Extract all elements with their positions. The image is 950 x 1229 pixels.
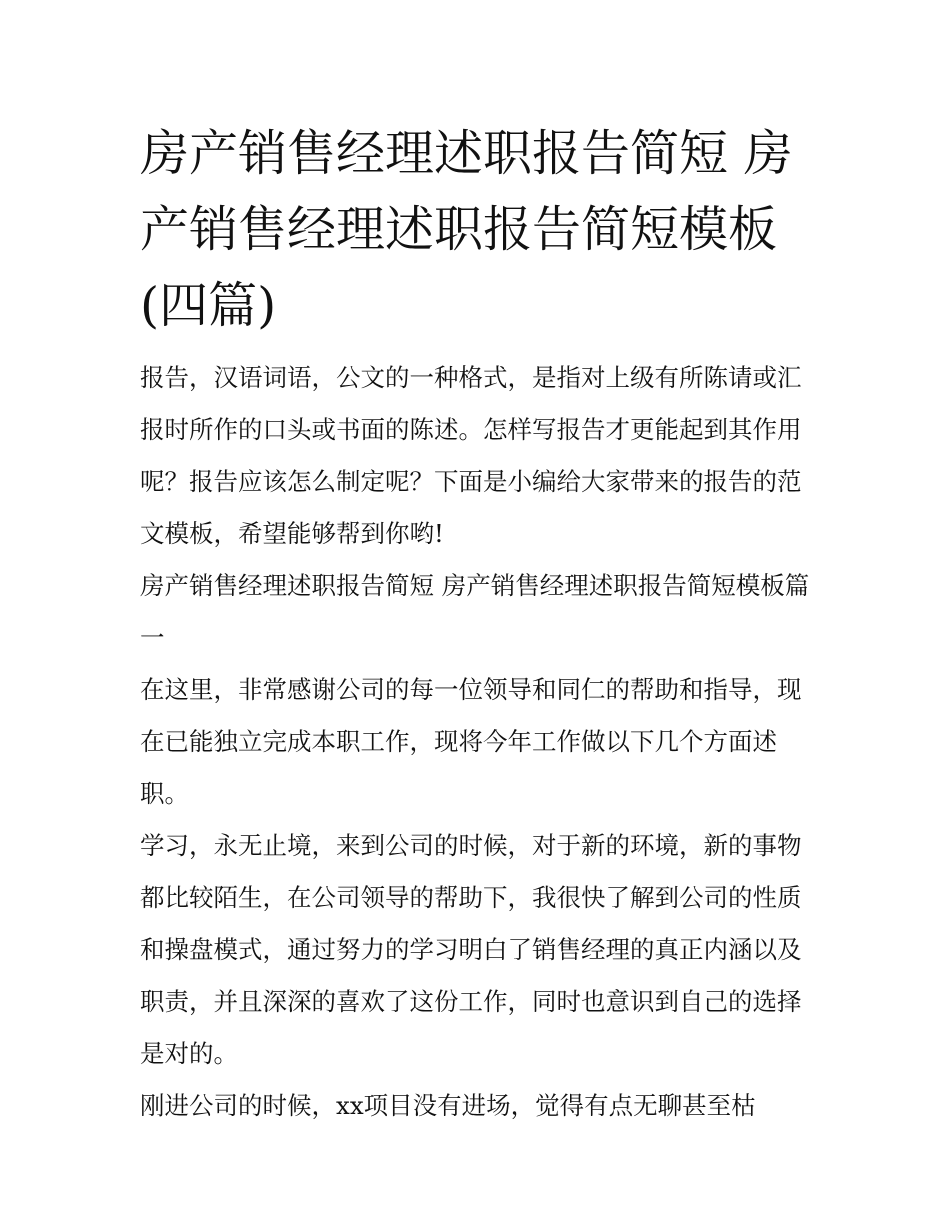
body-paragraph: 学习，永无止境，来到公司的时候，对于新的环境，新的事物都比较陌生，在公司领导的帮助下，我很快了解到公司的性质和操盘模式，通过努力的学习明白了销售经理的真正内涵以及职责，并且深深的喜欢了这份工作，同时也意识到自己的选择是对的。 (140, 831, 802, 1068)
section-heading: 房产销售经理述职报告简短 房产销售经理述职报告简短模板篇一 (140, 571, 810, 652)
body-paragraph: 刚进公司的时候，xx项目没有进场，觉得有点无聊甚至枯 (140, 1091, 756, 1120)
document-title: 房产销售经理述职报告简短 房产销售经理述职报告简短模板(四篇) (140, 125, 793, 334)
intro-paragraph: 报告，汉语词语，公文的一种格式，是指对上级有所陈请或汇报时所作的口头或书面的陈述。怎样写报告才更能起到其作用呢？报告应该怎么制定呢？下面是小编给大家带来的报告的范文模板，希望能够帮到你哟! (140, 363, 802, 548)
body-paragraph: 在这里，非常感谢公司的每一位领导和同仁的帮助和指导，现在已能独立完成本职工作，现将今年工作做以下几个方面述职。 (140, 675, 802, 808)
document-body (140, 352, 812, 1132)
